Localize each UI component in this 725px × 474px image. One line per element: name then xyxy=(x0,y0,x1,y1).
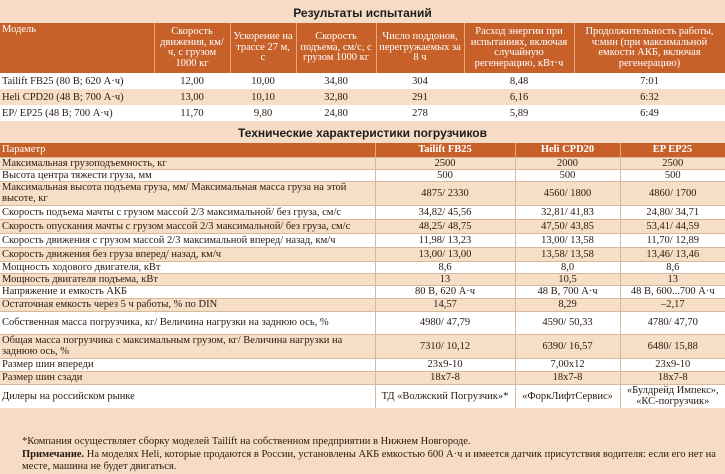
cell: 11,70/ 12,89 xyxy=(620,233,725,247)
table-row xyxy=(0,105,725,121)
table-row xyxy=(0,181,725,205)
cell: 6:49 xyxy=(574,105,725,121)
table-row xyxy=(0,298,725,311)
note-label: Примечание. xyxy=(22,449,85,460)
cell: 47,50/ 43,85 xyxy=(515,219,620,233)
cell: 13,58/ 13,58 xyxy=(515,247,620,261)
cell: Напряжение и емкость АКБ xyxy=(0,285,375,298)
table-row xyxy=(0,261,725,273)
cell: 13,00/ 13,58 xyxy=(515,233,620,247)
cell: 10,00 xyxy=(230,73,296,89)
cell: 8,6 xyxy=(620,261,725,273)
cell: 6390/ 16,57 xyxy=(515,334,620,358)
cell: Максимальная грузоподъемность, кг xyxy=(0,157,375,169)
table-row xyxy=(0,371,725,384)
cell: Дилеры на российском рынке xyxy=(0,384,375,408)
cell: 5,89 xyxy=(464,105,574,121)
cell: 12,00 xyxy=(154,73,230,89)
cell: Мощность ходового двигателя, кВт xyxy=(0,261,375,273)
cell: Высота центра тяжести груза, мм xyxy=(0,169,375,181)
cell: 10,5 xyxy=(515,273,620,285)
cell: ТД «Волжский Погрузчик»* xyxy=(375,384,515,408)
cell: Размер шин впереди xyxy=(0,358,375,371)
table-row xyxy=(0,311,725,334)
cell: Размер шин сзади xyxy=(0,371,375,384)
test-results-title: Результаты испытаний xyxy=(293,6,432,20)
cell: Собственная масса погрузчика, кг/ Величина нагрузки на заднюю ось, % xyxy=(0,311,375,334)
cell: 23x9-10 xyxy=(375,358,515,371)
cell: 32,81/ 41,83 xyxy=(515,205,620,219)
cell: 80 В, 620 А·ч xyxy=(375,285,515,298)
table-row xyxy=(0,73,725,89)
cell: Heli CPD20 (48 В; 700 А·ч) xyxy=(0,89,154,105)
cell: 34,80 xyxy=(296,73,376,89)
cell: Общая масса погрузчика с максимальным грузом, кг/ Величина нагрузки на заднюю ось, % xyxy=(0,334,375,358)
cell: 4590/ 50,33 xyxy=(515,311,620,334)
col-header: Число поддонов, перегружаемых за 8 ч xyxy=(376,23,464,73)
cell: Скорость подъема мачты с грузом массой 2/3 максимальной/ без груза, см/с xyxy=(0,205,375,219)
col-header: Параметр xyxy=(0,143,375,157)
note-text: На моделях Heli, которые продаются в России, установлены АКБ емкостью 600 А·ч и имеется датчик присутствия водителя: если его нет на месте, машина не будет двигаться. xyxy=(22,449,716,472)
cell: Скорость движения без груза вперед/ назад, км/ч xyxy=(0,247,375,261)
footnote: *Компания осуществляет сборку моделей Tailift на собственном предприятии в Нижнем Новгороде. xyxy=(22,436,471,447)
col-header: Модель xyxy=(0,23,154,73)
cell: 7,00x12 xyxy=(515,358,620,371)
cell: 304 xyxy=(376,73,464,89)
col-header: Tailift FB25 xyxy=(375,143,515,157)
cell: Скорость движения с грузом массой 2/3 максимальной вперед/ назад, км/ч xyxy=(0,233,375,247)
cell: 11,98/ 13,23 xyxy=(375,233,515,247)
col-header: Heli CPD20 xyxy=(515,143,620,157)
test-results-table xyxy=(0,23,725,121)
cell: 2500 xyxy=(620,157,725,169)
cell: 500 xyxy=(620,169,725,181)
col-header: Скорость подъема, см/с, с грузом 1000 кг xyxy=(296,23,376,73)
cell: «ФоркЛифтСервис» xyxy=(515,384,620,408)
col-header: EP EP25 xyxy=(620,143,725,157)
cell: 291 xyxy=(376,89,464,105)
cell: 13 xyxy=(375,273,515,285)
cell: 8,6 xyxy=(375,261,515,273)
cell: 18x7-8 xyxy=(375,371,515,384)
cell: EP/ EP25 (48 В; 700 А·ч) xyxy=(0,105,154,121)
cell: 8,29 xyxy=(515,298,620,311)
cell: 23x9-10 xyxy=(620,358,725,371)
table-row xyxy=(0,219,725,233)
table-row xyxy=(0,169,725,181)
table-row xyxy=(0,247,725,261)
cell: 14,57 xyxy=(375,298,515,311)
col-header: Расход энергии при испытаниях, включая случайную регенерацию, кВт·ч xyxy=(464,23,574,73)
cell: 6:32 xyxy=(574,89,725,105)
cell: 500 xyxy=(515,169,620,181)
cell: 24,80/ 34,71 xyxy=(620,205,725,219)
cell: 7:01 xyxy=(574,73,725,89)
cell: 13,00 xyxy=(154,89,230,105)
cell: «Булдрейд Импекс», «КС-погрузчик» xyxy=(620,384,725,408)
note xyxy=(22,449,722,473)
cell: 8,0 xyxy=(515,261,620,273)
cell: 10,10 xyxy=(230,89,296,105)
table-row xyxy=(0,285,725,298)
table-row xyxy=(0,384,725,408)
cell: Tailift FB25 (80 В; 620 А·ч) xyxy=(0,73,154,89)
table-header-row xyxy=(0,143,725,157)
cell: 6480/ 15,88 xyxy=(620,334,725,358)
cell: Остаточная емкость через 5 ч работы, % по DIN xyxy=(0,298,375,311)
cell: 9,80 xyxy=(230,105,296,121)
cell: 53,41/ 44,59 xyxy=(620,219,725,233)
cell: 2000 xyxy=(515,157,620,169)
cell: 13,00/ 13,00 xyxy=(375,247,515,261)
table-header-row xyxy=(0,23,725,73)
cell: 2500 xyxy=(375,157,515,169)
col-header: Скорость движения, км/ч, с грузом 1000 кг xyxy=(154,23,230,73)
cell: 278 xyxy=(376,105,464,121)
table-row xyxy=(0,273,725,285)
cell: 4875/ 2330 xyxy=(375,181,515,205)
table-row xyxy=(0,205,725,219)
cell: 4980/ 47,79 xyxy=(375,311,515,334)
cell: 48,25/ 48,75 xyxy=(375,219,515,233)
cell: Мощность двигателя подъема, кВт xyxy=(0,273,375,285)
cell: 18x7-8 xyxy=(515,371,620,384)
cell: Максимальная высота подъема груза, мм/ Максимальная масса груза на этой высоте, кг xyxy=(0,181,375,205)
specs-table xyxy=(0,143,725,408)
col-header: Ускорение на трассе 27 м, с xyxy=(230,23,296,73)
cell: 4780/ 47,70 xyxy=(620,311,725,334)
cell: Скорость опускания мачты с грузом массой 2/3 максимальной/ без груза, см/с xyxy=(0,219,375,233)
cell: 13 xyxy=(620,273,725,285)
table-row xyxy=(0,334,725,358)
specs-title: Технические характеристики погрузчиков xyxy=(237,126,488,140)
table-row xyxy=(0,233,725,247)
table-row xyxy=(0,89,725,105)
cell: 18x7-8 xyxy=(620,371,725,384)
cell: 24,80 xyxy=(296,105,376,121)
cell: 48 В, 700 А·ч xyxy=(515,285,620,298)
cell: 13,46/ 13,46 xyxy=(620,247,725,261)
cell: 11,70 xyxy=(154,105,230,121)
cell: 6,16 xyxy=(464,89,574,105)
cell: 7310/ 10,12 xyxy=(375,334,515,358)
cell: 4560/ 1800 xyxy=(515,181,620,205)
cell: 4860/ 1700 xyxy=(620,181,725,205)
cell: 48 В, 600...700 А·ч xyxy=(620,285,725,298)
cell: 32,80 xyxy=(296,89,376,105)
cell: 8,48 xyxy=(464,73,574,89)
cell: 34,82/ 45,56 xyxy=(375,205,515,219)
table-row xyxy=(0,358,725,371)
table-row xyxy=(0,157,725,169)
cell: –2,17 xyxy=(620,298,725,311)
cell: 500 xyxy=(375,169,515,181)
col-header: Продолжительность работы, ч:мин (при максимальной емкости АКБ, включая регенерацию) xyxy=(574,23,725,73)
